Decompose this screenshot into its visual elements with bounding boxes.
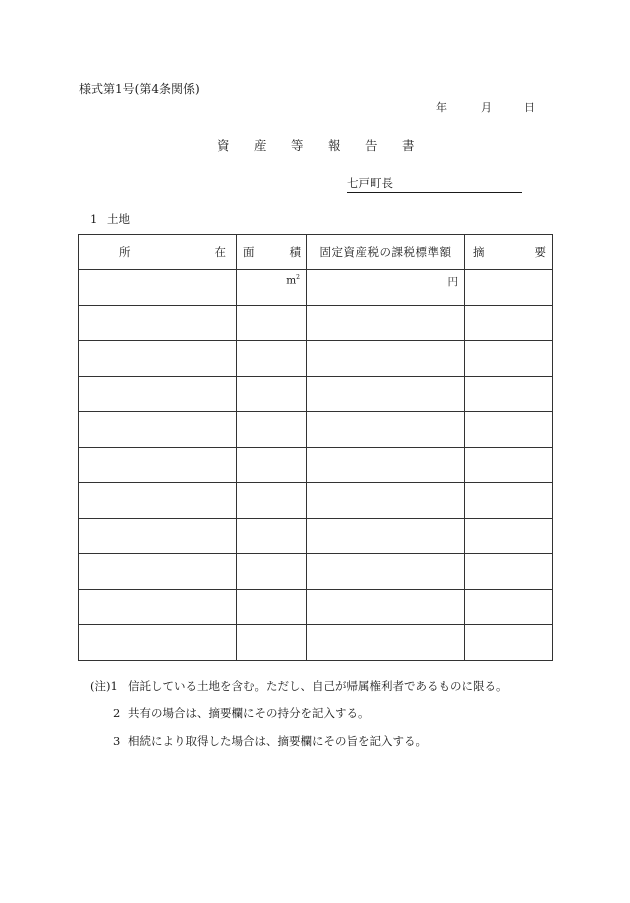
- cell-remarks[interactable]: [465, 305, 553, 341]
- cell-assessed-value[interactable]: [307, 483, 465, 519]
- form-number: 様式第1号(第4条関係): [79, 82, 200, 96]
- note-1: [90, 678, 508, 694]
- unit-yen: 円: [447, 276, 458, 288]
- note-label: (注)1: [90, 679, 118, 693]
- table-body: [79, 270, 553, 661]
- cell-area[interactable]: [237, 518, 307, 554]
- cell-assessed-value[interactable]: [307, 554, 465, 590]
- cell-remarks[interactable]: [465, 518, 553, 554]
- cell-area[interactable]: [237, 305, 307, 341]
- date-year: 年: [436, 101, 447, 114]
- addressee-label: 七戸町長: [347, 176, 393, 190]
- note-text: 相続により取得した場合は、摘要欄にその旨を記入する。: [128, 734, 427, 748]
- note-2: [113, 705, 370, 721]
- header-location-char: 在: [214, 245, 226, 259]
- cell-location[interactable]: [79, 412, 237, 448]
- header-assessed-value: [307, 235, 465, 270]
- unit-sqm: $m^2$: [286, 274, 300, 287]
- note-text: 共有の場合は、摘要欄にその持分を記入する。: [128, 706, 370, 720]
- table-row: [79, 447, 553, 483]
- cell-assessed-value[interactable]: [307, 447, 465, 483]
- cell-location[interactable]: [79, 270, 237, 306]
- header-remarks-char: 要: [534, 245, 546, 259]
- title-char: 産: [254, 138, 267, 153]
- table-row: [79, 483, 553, 519]
- cell-remarks[interactable]: [465, 589, 553, 625]
- cell-remarks[interactable]: [465, 483, 553, 519]
- header-assessed-value-label: 固定資産税の課税標準額: [319, 245, 452, 259]
- date-month: 月: [481, 101, 492, 114]
- table-row: [79, 589, 553, 625]
- header-remarks-char: 摘: [473, 245, 485, 259]
- table-row: [79, 625, 553, 661]
- header-location: [79, 235, 237, 270]
- addressee-line[interactable]: [347, 175, 522, 193]
- header-area-char: 面: [243, 245, 255, 259]
- cell-assessed-value[interactable]: [307, 341, 465, 377]
- cell-remarks[interactable]: [465, 376, 553, 412]
- section-title: 土地: [107, 212, 130, 226]
- section-number: 1: [90, 212, 98, 226]
- document-title: [217, 136, 439, 154]
- cell-assessed-value[interactable]: [307, 625, 465, 661]
- title-char: 報: [328, 138, 341, 153]
- header-area-char: 積: [289, 245, 301, 259]
- table-row: [79, 270, 553, 306]
- cell-assessed-value[interactable]: [307, 412, 465, 448]
- cell-area[interactable]: [237, 554, 307, 590]
- date-line: [436, 99, 535, 115]
- cell-area[interactable]: [237, 376, 307, 412]
- cell-location[interactable]: [79, 625, 237, 661]
- cell-location[interactable]: [79, 518, 237, 554]
- cell-area[interactable]: [237, 341, 307, 377]
- table-row: [79, 412, 553, 448]
- cell-remarks[interactable]: [465, 625, 553, 661]
- table-row: [79, 341, 553, 377]
- header-location-char: 所: [119, 245, 131, 259]
- note-label: 2: [113, 706, 121, 720]
- cell-remarks[interactable]: [465, 341, 553, 377]
- table-row: [79, 376, 553, 412]
- cell-assessed-value[interactable]: [307, 270, 465, 306]
- date-day: 日: [524, 101, 535, 114]
- cell-location[interactable]: [79, 447, 237, 483]
- title-char: 等: [291, 138, 304, 153]
- title-char: 告: [365, 138, 378, 153]
- cell-location[interactable]: [79, 376, 237, 412]
- cell-location[interactable]: [79, 554, 237, 590]
- cell-location[interactable]: [79, 341, 237, 377]
- cell-assessed-value[interactable]: [307, 518, 465, 554]
- table-row: [79, 305, 553, 341]
- note-label: 3: [113, 734, 121, 748]
- note-3: [113, 733, 427, 749]
- table-header-row: [79, 235, 553, 270]
- note-text: 信託している土地を含む。ただし、自己が帰属権利者であるものに限る。: [128, 679, 508, 693]
- cell-area[interactable]: [237, 412, 307, 448]
- title-char: 資: [217, 138, 230, 153]
- header-area: [237, 235, 307, 270]
- title-char: 書: [402, 138, 415, 153]
- cell-assessed-value[interactable]: [307, 589, 465, 625]
- land-table: [78, 234, 553, 661]
- cell-assessed-value[interactable]: [307, 305, 465, 341]
- cell-remarks[interactable]: [465, 554, 553, 590]
- cell-area[interactable]: [237, 589, 307, 625]
- header-remarks: [465, 235, 553, 270]
- cell-location[interactable]: [79, 589, 237, 625]
- cell-remarks[interactable]: [465, 447, 553, 483]
- cell-remarks[interactable]: [465, 412, 553, 448]
- cell-area[interactable]: [237, 625, 307, 661]
- cell-area[interactable]: [237, 483, 307, 519]
- table-row: [79, 554, 553, 590]
- section-heading: [90, 211, 130, 227]
- cell-area[interactable]: [237, 270, 307, 306]
- cell-remarks[interactable]: [465, 270, 553, 306]
- cell-area[interactable]: [237, 447, 307, 483]
- cell-location[interactable]: [79, 305, 237, 341]
- cell-location[interactable]: [79, 483, 237, 519]
- cell-assessed-value[interactable]: [307, 376, 465, 412]
- table-row: [79, 518, 553, 554]
